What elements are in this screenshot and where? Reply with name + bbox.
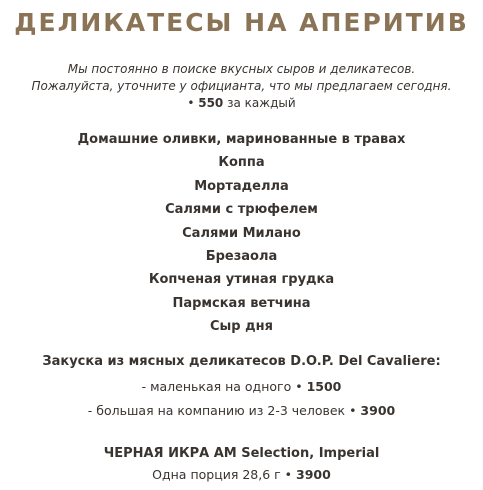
caviar-heading: ЧЕРНАЯ ИКРА AM Selection, Imperial — [103, 446, 380, 461]
list-item: Мортаделла — [194, 178, 289, 194]
delicacy-list — [0, 128, 483, 339]
bullet: • — [295, 378, 303, 394]
list-item: Салями с трюфелем — [165, 202, 318, 218]
list-item: Домашние оливки, маринованные в травах — [77, 132, 406, 147]
caviar-section — [0, 443, 483, 485]
menu-title: ДЕЛИКАТЕСЫ НА АПЕРИТИВ — [14, 8, 469, 37]
intro-block — [0, 61, 483, 112]
platter-large — [0, 399, 483, 424]
bullet: • — [187, 96, 195, 110]
platter-large-price: 3900 — [360, 403, 396, 418]
list-item: Салями Милано — [182, 225, 301, 241]
list-item: Копченая утиная грудка — [148, 272, 335, 288]
intro-price: 550 — [198, 96, 224, 110]
intro-price-suffix: за каждый — [223, 96, 296, 110]
intro-line-1: Мы постоянно в поиске вкусных сыров и деликатесов. — [67, 62, 416, 76]
platter-small — [0, 375, 483, 400]
bullet: • — [284, 467, 293, 482]
intro-line-2: Пожалуйста, уточните у официанта, что мы предлагаем сегодня. — [31, 79, 452, 93]
list-item: Брезаола — [205, 249, 278, 265]
caviar-portion — [0, 464, 483, 485]
list-item: Коппа — [218, 155, 265, 171]
platter-small-label: - маленькая на одного — [141, 378, 296, 394]
caviar-price: 3900 — [296, 467, 331, 482]
intro-price-line — [0, 95, 483, 112]
bullet: • — [349, 403, 357, 418]
platter-large-label: - большая на компанию из 2-3 человек — [87, 403, 350, 418]
list-item: Пармская ветчина — [172, 295, 311, 311]
caviar-portion-label: Одна порция 28,6 г — [152, 467, 285, 482]
platter-section — [0, 350, 483, 424]
platter-heading: Закуска из мясных деликатесов D.O.P. Del Cavaliere: — [42, 354, 441, 369]
list-item: Сыр дня — [210, 319, 273, 335]
platter-small-price: 1500 — [306, 378, 342, 394]
